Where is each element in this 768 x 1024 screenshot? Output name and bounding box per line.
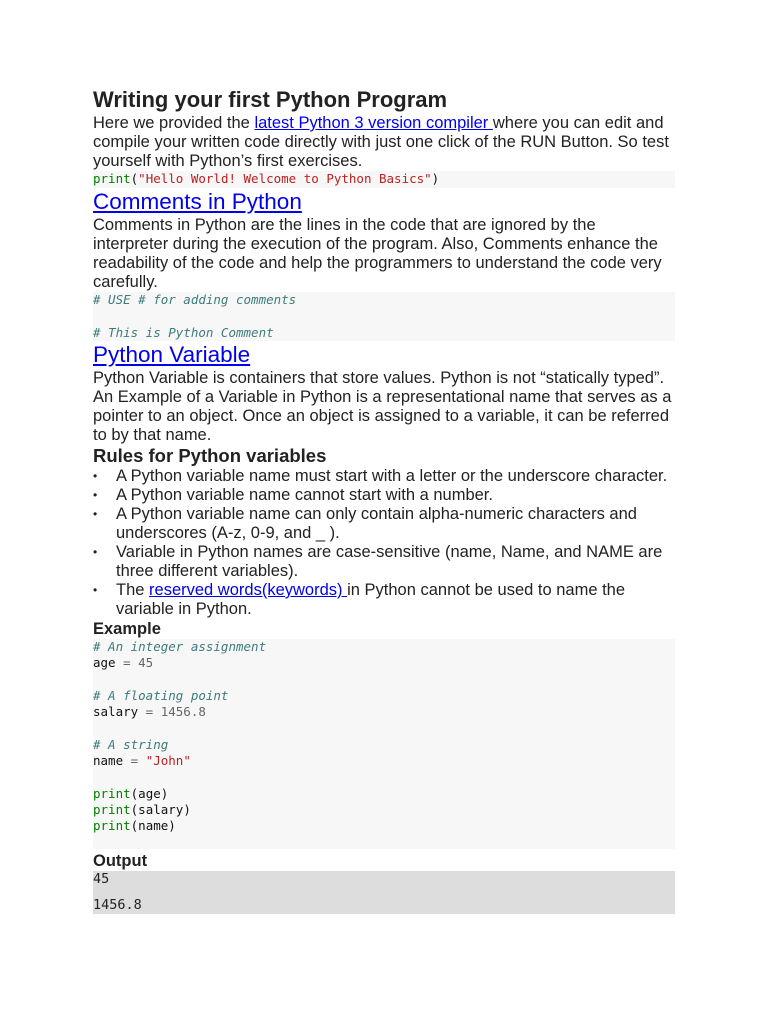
- list-item: • A Python variable name can only contain alpha-numeric characters and underscores (A-z, 0-9, and _ ).: [116, 505, 675, 543]
- code-comment-line: # A floating point: [93, 687, 229, 703]
- code-line: print(age): [93, 785, 169, 801]
- code-comment-line: # USE # for adding comments: [93, 292, 297, 307]
- list-item: • A Python variable name cannot start with a number.: [116, 486, 675, 505]
- variable-paragraph: Python Variable is containers that store values. Python is not “statically typed”. An Example of a Variable in Python is a representational name that serves as a pointer to an object. Once an object is assigned to a variable, it can be referred to by that name.: [93, 369, 672, 444]
- comments-code: [93, 292, 675, 341]
- example-heading: Example: [93, 620, 161, 638]
- output-block: [93, 871, 675, 914]
- code-line: age = 45: [93, 655, 154, 671]
- compiler-link[interactable]: latest Python 3 version compiler: [254, 114, 493, 132]
- variable-heading-link[interactable]: Python Variable: [93, 342, 251, 367]
- intro-text-end: where you can edit and compile your written code directly with just one click of the RUN Button. So test yourself with Python’s first exercises.: [93, 114, 669, 170]
- variable-heading: [93, 341, 675, 369]
- code-paren-close: ): [431, 171, 440, 186]
- example-code: [93, 639, 675, 849]
- code-string: "Hello World! Welcome to Python Basics": [138, 171, 432, 186]
- hello-world-code: [93, 171, 675, 188]
- page-title: Writing your first Python Program: [93, 87, 448, 112]
- code-line: print(salary): [93, 801, 191, 817]
- reserved-words-link[interactable]: reserved words(keywords): [149, 581, 348, 599]
- output-line: 1456.8: [93, 896, 142, 913]
- intro-text-start: Here we provided the: [93, 114, 255, 132]
- list-item: • A Python variable name must start with a letter or the underscore character.: [116, 467, 675, 486]
- list-item: [116, 581, 675, 619]
- comments-heading: [93, 188, 675, 216]
- code-line: salary = 1456.8: [93, 704, 206, 720]
- code-line: name = "John": [93, 753, 191, 769]
- rule-text-start: The: [116, 581, 150, 599]
- comments-paragraph: Comments in Python are the lines in the code that are ignored by the interpreter during the execution of the program. Also, Comments enhance the readability of the code and help the programmers to understand the code very carefully.: [93, 216, 662, 291]
- output-line: 45: [93, 870, 110, 887]
- code-comment-line: # An integer assignment: [93, 639, 267, 654]
- comments-heading-link[interactable]: Comments in Python: [93, 189, 302, 214]
- rules-list: [93, 467, 675, 619]
- code-line: print(name): [93, 818, 176, 834]
- code-paren-open: (: [130, 171, 139, 186]
- rules-heading: Rules for Python variables: [93, 445, 327, 466]
- list-item: • Variable in Python names are case-sensitive (name, Name, and NAME are three different variables).: [116, 543, 675, 581]
- code-print-fn: print: [93, 171, 131, 186]
- article: [93, 86, 675, 914]
- output-heading: Output: [93, 851, 148, 870]
- code-comment-line: # This is Python Comment: [93, 324, 274, 340]
- code-comment-line: # A string: [93, 736, 169, 752]
- rule-text-end: in Python cannot be used to name the variable in Python.: [116, 581, 626, 618]
- intro-paragraph: [93, 114, 675, 171]
